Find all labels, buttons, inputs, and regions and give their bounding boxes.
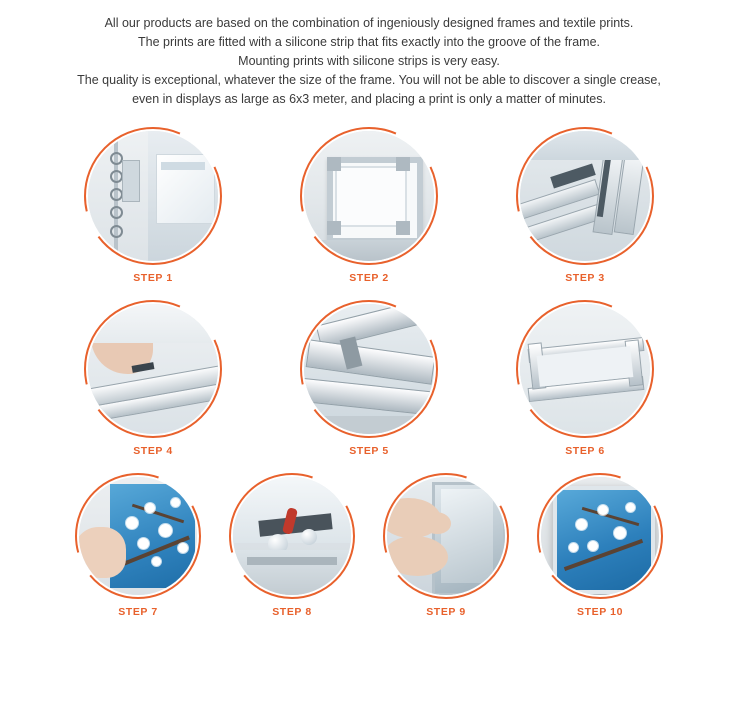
step-10-photo — [541, 477, 659, 595]
step-3-image-wrap — [520, 131, 650, 261]
step-4-image-wrap — [88, 304, 218, 434]
intro-line-5: even in displays as large as 6x3 meter, and placing a print is only a matter of minutes. — [132, 92, 606, 106]
step-item-2 — [295, 131, 443, 284]
step-1-image-wrap — [88, 131, 218, 261]
step-9-image-wrap — [387, 477, 505, 595]
steps-row-2 — [0, 304, 738, 457]
step-3-caption: STEP 3 — [565, 272, 605, 284]
step-10-caption: STEP 10 — [576, 606, 624, 618]
step-item-8 — [226, 477, 358, 618]
step-5-image-wrap — [304, 304, 434, 434]
step-7-caption: STEP 7 — [118, 606, 158, 618]
step-7-photo — [79, 477, 197, 595]
intro-text-block — [0, 0, 738, 109]
step-item-7 — [72, 477, 204, 618]
step-2-image-wrap — [304, 131, 434, 261]
step-8-photo — [233, 477, 351, 595]
step-10-image-wrap — [541, 477, 659, 595]
step-3-photo — [520, 131, 650, 261]
intro-line-1: All our products are based on the combination of ingeniously designed frames and textile prints. — [104, 16, 634, 30]
step-8-image-wrap — [233, 477, 351, 595]
step-9-photo — [387, 477, 505, 595]
step-1-caption: STEP 1 — [133, 272, 173, 284]
step-item-3 — [511, 131, 659, 284]
step-5-photo — [304, 304, 434, 434]
step-item-1 — [79, 131, 227, 284]
step-4-photo — [88, 304, 218, 434]
step-7-image-wrap — [79, 477, 197, 595]
step-2-photo — [304, 131, 434, 261]
intro-line-4: The quality is exceptional, whatever the size of the frame. You will not be able to discover a single crease, — [77, 73, 661, 87]
step-6-photo — [520, 304, 650, 434]
step-item-9 — [380, 477, 512, 618]
step-item-4 — [79, 304, 227, 457]
step-9-caption: STEP 9 — [426, 606, 466, 618]
step-8-caption: STEP 8 — [272, 606, 312, 618]
intro-line-3: Mounting prints with silicone strips is very easy. — [238, 54, 500, 68]
step-6-image-wrap — [520, 304, 650, 434]
steps-row-1 — [0, 131, 738, 284]
step-5-caption: STEP 5 — [349, 445, 389, 457]
steps-row-3 — [0, 477, 738, 618]
intro-line-2: The prints are fitted with a silicone strip that fits exactly into the groove of the frame. — [137, 35, 601, 49]
step-item-10 — [534, 477, 666, 618]
step-item-5 — [295, 304, 443, 457]
step-item-6 — [511, 304, 659, 457]
step-2-caption: STEP 2 — [349, 272, 389, 284]
step-6-caption: STEP 6 — [565, 445, 605, 457]
step-4-caption: STEP 4 — [133, 445, 173, 457]
step-1-photo — [88, 131, 218, 261]
steps-gallery — [0, 131, 738, 618]
